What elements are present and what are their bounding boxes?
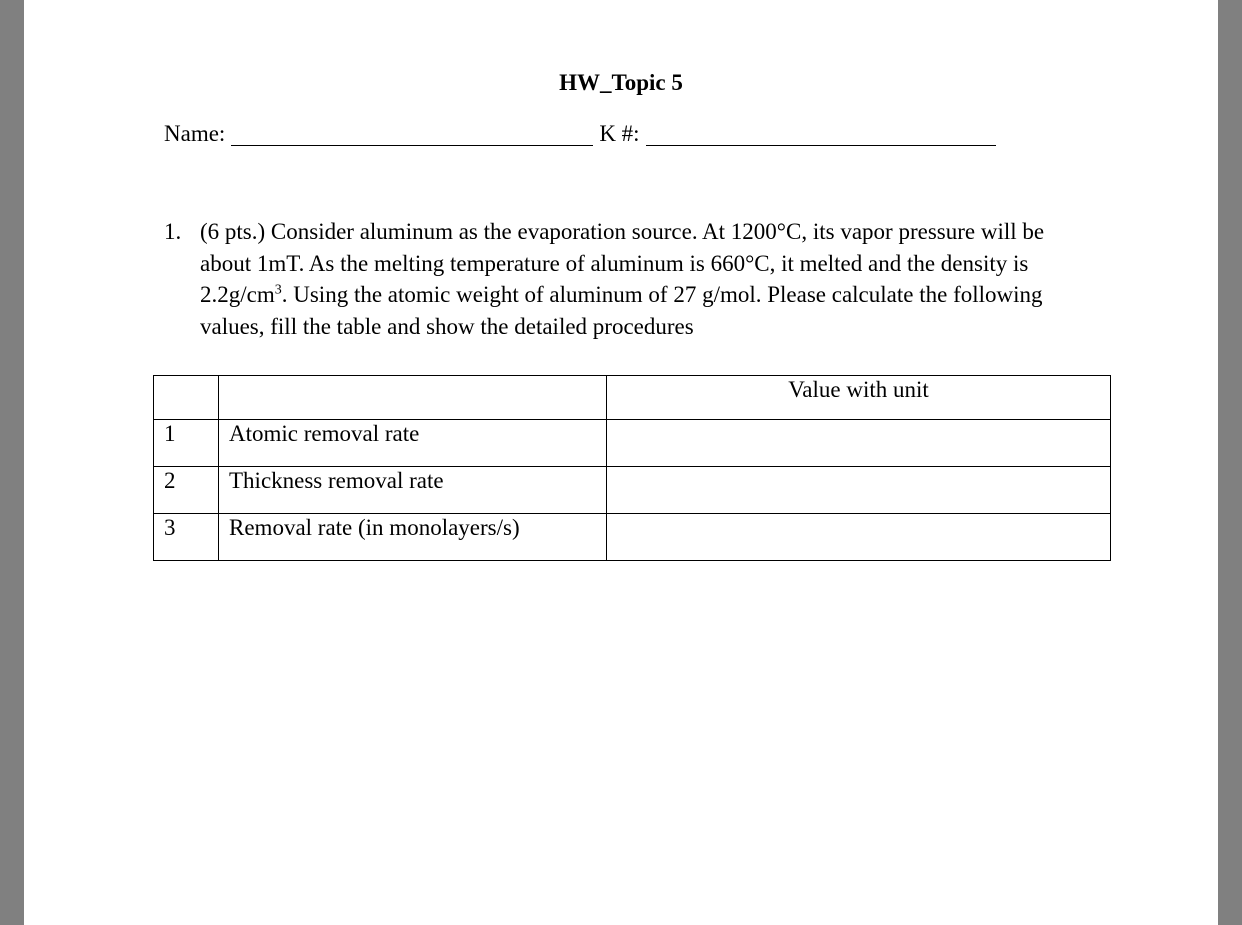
question-text-part1: (6 pts.) Consider aluminum as the evaporation source. At 1200°C, its vapor pressure will be about 1mT. As the melting temperature of aluminum is 660°C, it melted and the density is 2.2g/cm [200, 219, 1045, 307]
knum-label: K #: [599, 121, 640, 146]
name-label: Name: [164, 121, 226, 146]
row-label: Removal rate (in monolayers/s) [219, 514, 607, 561]
row-number: 1 [154, 420, 219, 467]
question-text-part2: . Using the atomic weight of aluminum of 27 g/mol. Please calculate the following values, fill the table and show the detailed procedures [200, 282, 1043, 339]
name-blank-line [231, 119, 593, 146]
knum-blank-line [646, 119, 996, 146]
header-cell-value: Value with unit [607, 376, 1111, 420]
question-1 [164, 216, 1064, 342]
question-number: 1. [164, 219, 182, 244]
row-number: 2 [154, 467, 219, 514]
row-label: Atomic removal rate [219, 420, 607, 467]
table-row [154, 467, 1111, 514]
table-row [154, 514, 1111, 561]
header-cell-quantity [219, 376, 607, 420]
answer-table [153, 375, 1111, 561]
row-value-cell[interactable] [607, 420, 1111, 467]
student-info-line [164, 119, 996, 149]
header-cell-number [154, 376, 219, 420]
row-value-cell[interactable] [607, 467, 1111, 514]
row-number: 3 [154, 514, 219, 561]
question-text [200, 216, 1066, 342]
row-label: Thickness removal rate [219, 467, 607, 514]
question-superscript: 3 [274, 282, 282, 298]
table-row [154, 420, 1111, 467]
document-page [24, 0, 1218, 925]
document-title: HW_Topic 5 [559, 70, 683, 95]
table-header-row [154, 376, 1111, 420]
row-value-cell[interactable] [607, 514, 1111, 561]
